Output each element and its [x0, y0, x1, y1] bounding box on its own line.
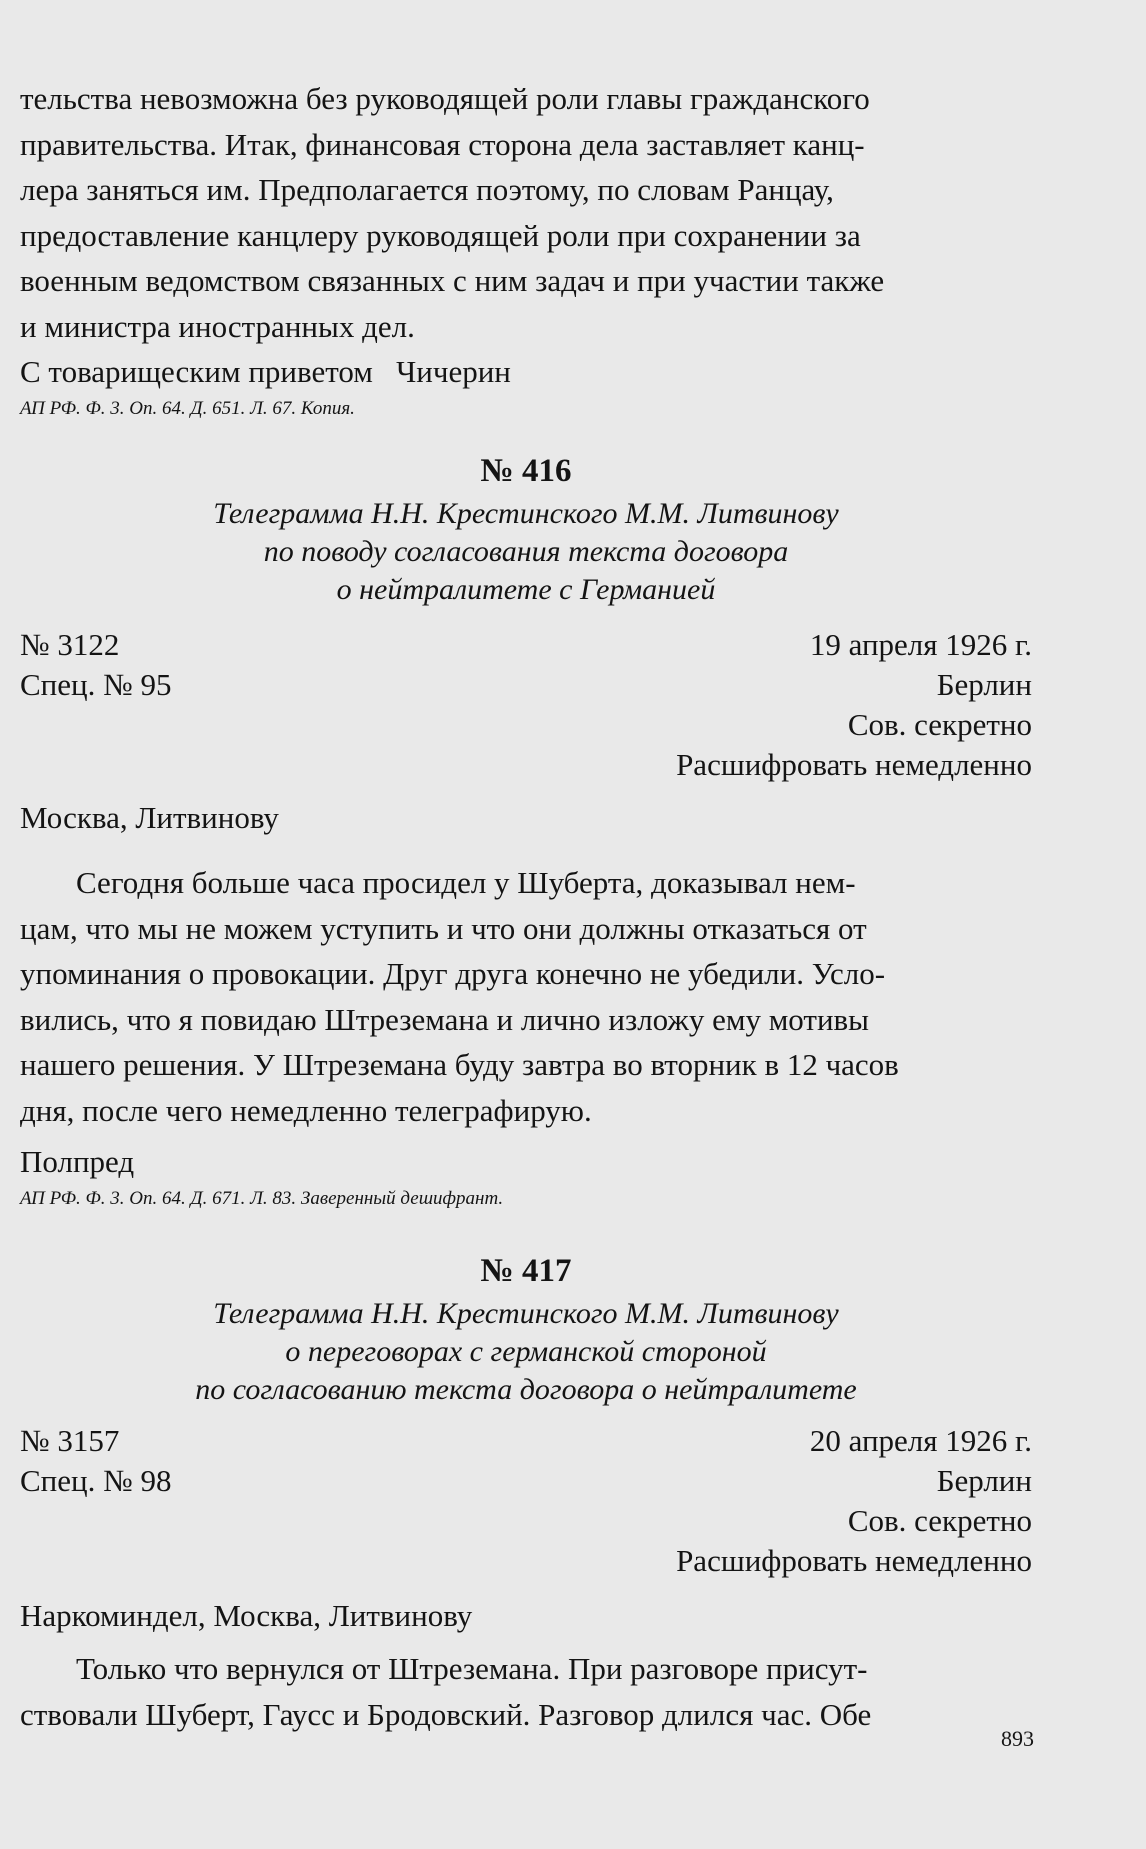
archive-source: АП РФ. Ф. 3. Оп. 64. Д. 651. Л. 67. Копия. [20, 397, 355, 419]
page-number: 893 [1001, 1726, 1034, 1751]
header-row [20, 1461, 1032, 1501]
document-title [20, 495, 1032, 609]
header-row [20, 705, 1032, 745]
document-body [20, 1646, 1032, 1737]
text-line: упоминания о провокации. Друг друга конечно не убедили. Усло- [20, 956, 886, 991]
special-number: Спец. № 98 [20, 1462, 172, 1498]
document-place: Берлин [936, 1462, 1032, 1498]
text-line: вились, что я повидаю Штреземана и лично изложу ему мотивы [20, 1001, 870, 1037]
secrecy-mark: Сов. секретно [847, 1502, 1032, 1538]
document-date: 20 апреля 1926 г. [809, 1422, 1032, 1458]
signature: Полпред [20, 1144, 135, 1179]
header-row [20, 745, 1032, 785]
header-row [20, 1421, 1032, 1461]
secrecy-mark: Сов. секретно [847, 706, 1032, 742]
text-line: Сегодня больше часа просидел у Шуберта, доказывал нем- [76, 865, 856, 900]
registration-number: № 3157 [20, 1422, 120, 1458]
text-line: правительства. Итак, финансовая сторона дела заставляет канц- [20, 126, 865, 162]
title-line: Телеграмма Н.Н. Крестинского М.М. Литвинову [213, 496, 839, 530]
registration-number: № 3122 [20, 626, 120, 662]
title-line: о переговорах с германской стороной [285, 1334, 767, 1368]
text-line: предоставление канцлеру руководящей роли при сохранении за [20, 217, 861, 253]
text-column [20, 76, 1032, 1737]
document-number: № 416 [480, 452, 572, 489]
text-line: и министра иностранных дел. [20, 308, 415, 344]
text-line: цам, что мы не можем уступить и что они должны отказаться от [20, 910, 867, 946]
document-header [20, 1421, 1032, 1581]
header-row [20, 665, 1032, 705]
title-line: о нейтралитете с Германией [336, 572, 716, 606]
document-date: 19 апреля 1926 г. [809, 626, 1032, 662]
text-line: лера заняться им. Предполагается поэтому, по словам Ранцау, [20, 172, 834, 207]
text-line: нашего решения. У Штреземана буду завтра во вторник в 12 часов [20, 1047, 899, 1082]
decode-instruction: Расшифровать немедленно [676, 1542, 1032, 1578]
addressee: Москва, Литвинову [20, 799, 279, 835]
document-body [20, 860, 1032, 1133]
document-number: № 417 [480, 1252, 572, 1289]
previous-document-ending [20, 76, 1032, 349]
text-line: Только что вернулся от Штреземана. При разговоре присут- [76, 1651, 868, 1686]
title-line: Телеграмма Н.Н. Крестинского М.М. Литвинову [213, 1296, 839, 1330]
text-line: ствовали Шуберт, Гаусс и Бродовский. Разговор длился час. Обе [20, 1696, 872, 1732]
header-row [20, 1501, 1032, 1541]
title-line: по поводу согласования текста договора [263, 534, 789, 568]
text-line: тельства невозможна без руководящей роли главы гражданского [20, 81, 870, 116]
document-place: Берлин [936, 666, 1032, 702]
header-row [20, 625, 1032, 665]
closing-signature: С товарищеским приветом Чичерин [20, 354, 511, 389]
document-header [20, 625, 1032, 785]
archive-source: АП РФ. Ф. 3. Оп. 64. Д. 671. Л. 83. Заверенный дешифрант. [20, 1187, 504, 1209]
text-line: военным ведомством связанных с ним задач и при участии также [20, 263, 885, 298]
title-line: по согласованию текста договора о нейтралитете [195, 1372, 857, 1406]
addressee: Наркоминдел, Москва, Литвинову [20, 1597, 473, 1633]
decode-instruction: Расшифровать немедленно [676, 746, 1032, 782]
text-line: дня, после чего немедленно телеграфирую. [20, 1092, 592, 1128]
header-row [20, 1541, 1032, 1581]
special-number: Спец. № 95 [20, 666, 172, 702]
document-title [20, 1295, 1032, 1409]
